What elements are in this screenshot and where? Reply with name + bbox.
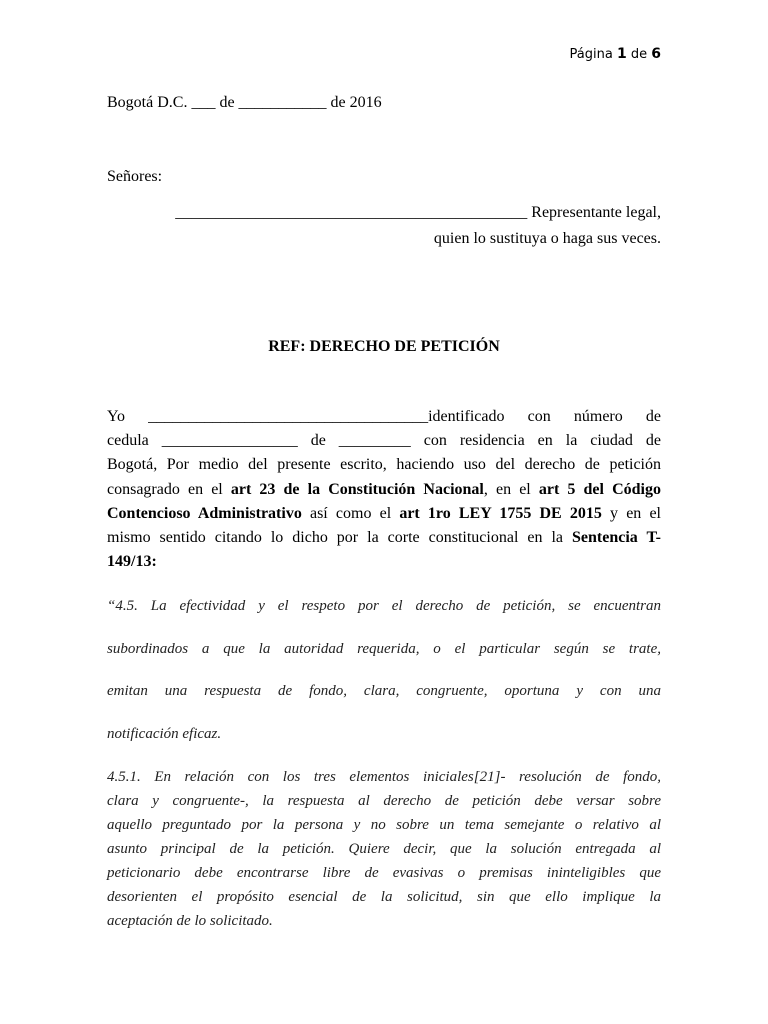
text-segment: consagrado en el <box>107 480 231 498</box>
text-segment: así como el <box>301 504 400 522</box>
body-row <box>107 550 661 574</box>
bold-segment: Sentencia T- <box>572 529 662 547</box>
bold-segment: art 23 de la Constitución Nacional <box>230 480 484 498</box>
reference-title: REF: DERECHO DE PETICIÓN <box>268 338 500 355</box>
text-segment: mismo sentido citando lo dicho por la corte constitucional en la <box>107 529 572 547</box>
quote-row: clara y congruente-, la respuesta al derecho de petición debe versar sobre <box>107 793 661 809</box>
quote-row: subordinados a que la autoridad requerida, o el particular según se trate, <box>107 640 661 657</box>
page-total: 6 <box>651 46 661 62</box>
body-paragraph <box>107 405 661 574</box>
page-prefix: Página <box>569 47 613 62</box>
representative-line: ____________________________________________ Representante legal, <box>175 204 661 221</box>
body-row: Bogotá, Por medio del presente escrito, haciendo uso del derecho de petición <box>107 456 661 474</box>
quote-row: notificación eficaz. <box>107 725 222 742</box>
greeting: Señores: <box>107 168 163 185</box>
quote-row: asunto principal de la petición. Quiere decir, que la solución entregada al <box>107 841 661 857</box>
body-row <box>107 526 661 550</box>
body-row <box>107 478 661 502</box>
page-number <box>570 46 661 62</box>
bold-segment: art 5 del Código <box>538 480 661 498</box>
quote-row: aquello preguntado por la persona y no sobre un tema semejante o relativo al <box>107 817 661 833</box>
quote-paragraph-2 <box>107 765 661 933</box>
quote-row: “4.5. La efectividad y el respeto por el derecho de petición, se encuentran <box>107 598 661 614</box>
body-row: cedula _________________ de _________ con residencia en la ciudad de <box>107 432 661 450</box>
bold-segment: 149/13: <box>107 553 157 571</box>
text-segment: , en el <box>483 480 539 498</box>
bold-segment: art 1ro LEY 1755 DE 2015 <box>399 504 602 522</box>
page-current: 1 <box>616 46 627 62</box>
body-row <box>107 502 661 526</box>
quote-row: desorienten el propósito esencial de la solicitud, sin que ello implique la <box>107 889 661 905</box>
quote-row: aceptación de lo solicitado. <box>107 913 273 929</box>
representative-line-2: quien lo sustituya o haga sus veces. <box>433 230 661 247</box>
text-segment: y en el <box>601 504 662 522</box>
bold-segment: Contencioso Administrativo <box>107 504 302 522</box>
date-line: Bogotá D.C. ___ de ___________ de 2016 <box>107 94 382 111</box>
quote-row: 4.5.1. En relación con los tres elementos iniciales[21]- resolución de fondo, <box>107 769 661 785</box>
body-row: Yo ___________________________________identificado con número de <box>107 408 661 425</box>
page-of: de <box>630 47 648 62</box>
quote-row: emitan una respuesta de fondo, clara, congruente, oportuna y con una <box>107 683 661 699</box>
quote-paragraph-1 <box>107 585 661 755</box>
quote-row: peticionario debe encontrarse libre de evasivas o premisas ininteligibles que <box>107 865 661 881</box>
